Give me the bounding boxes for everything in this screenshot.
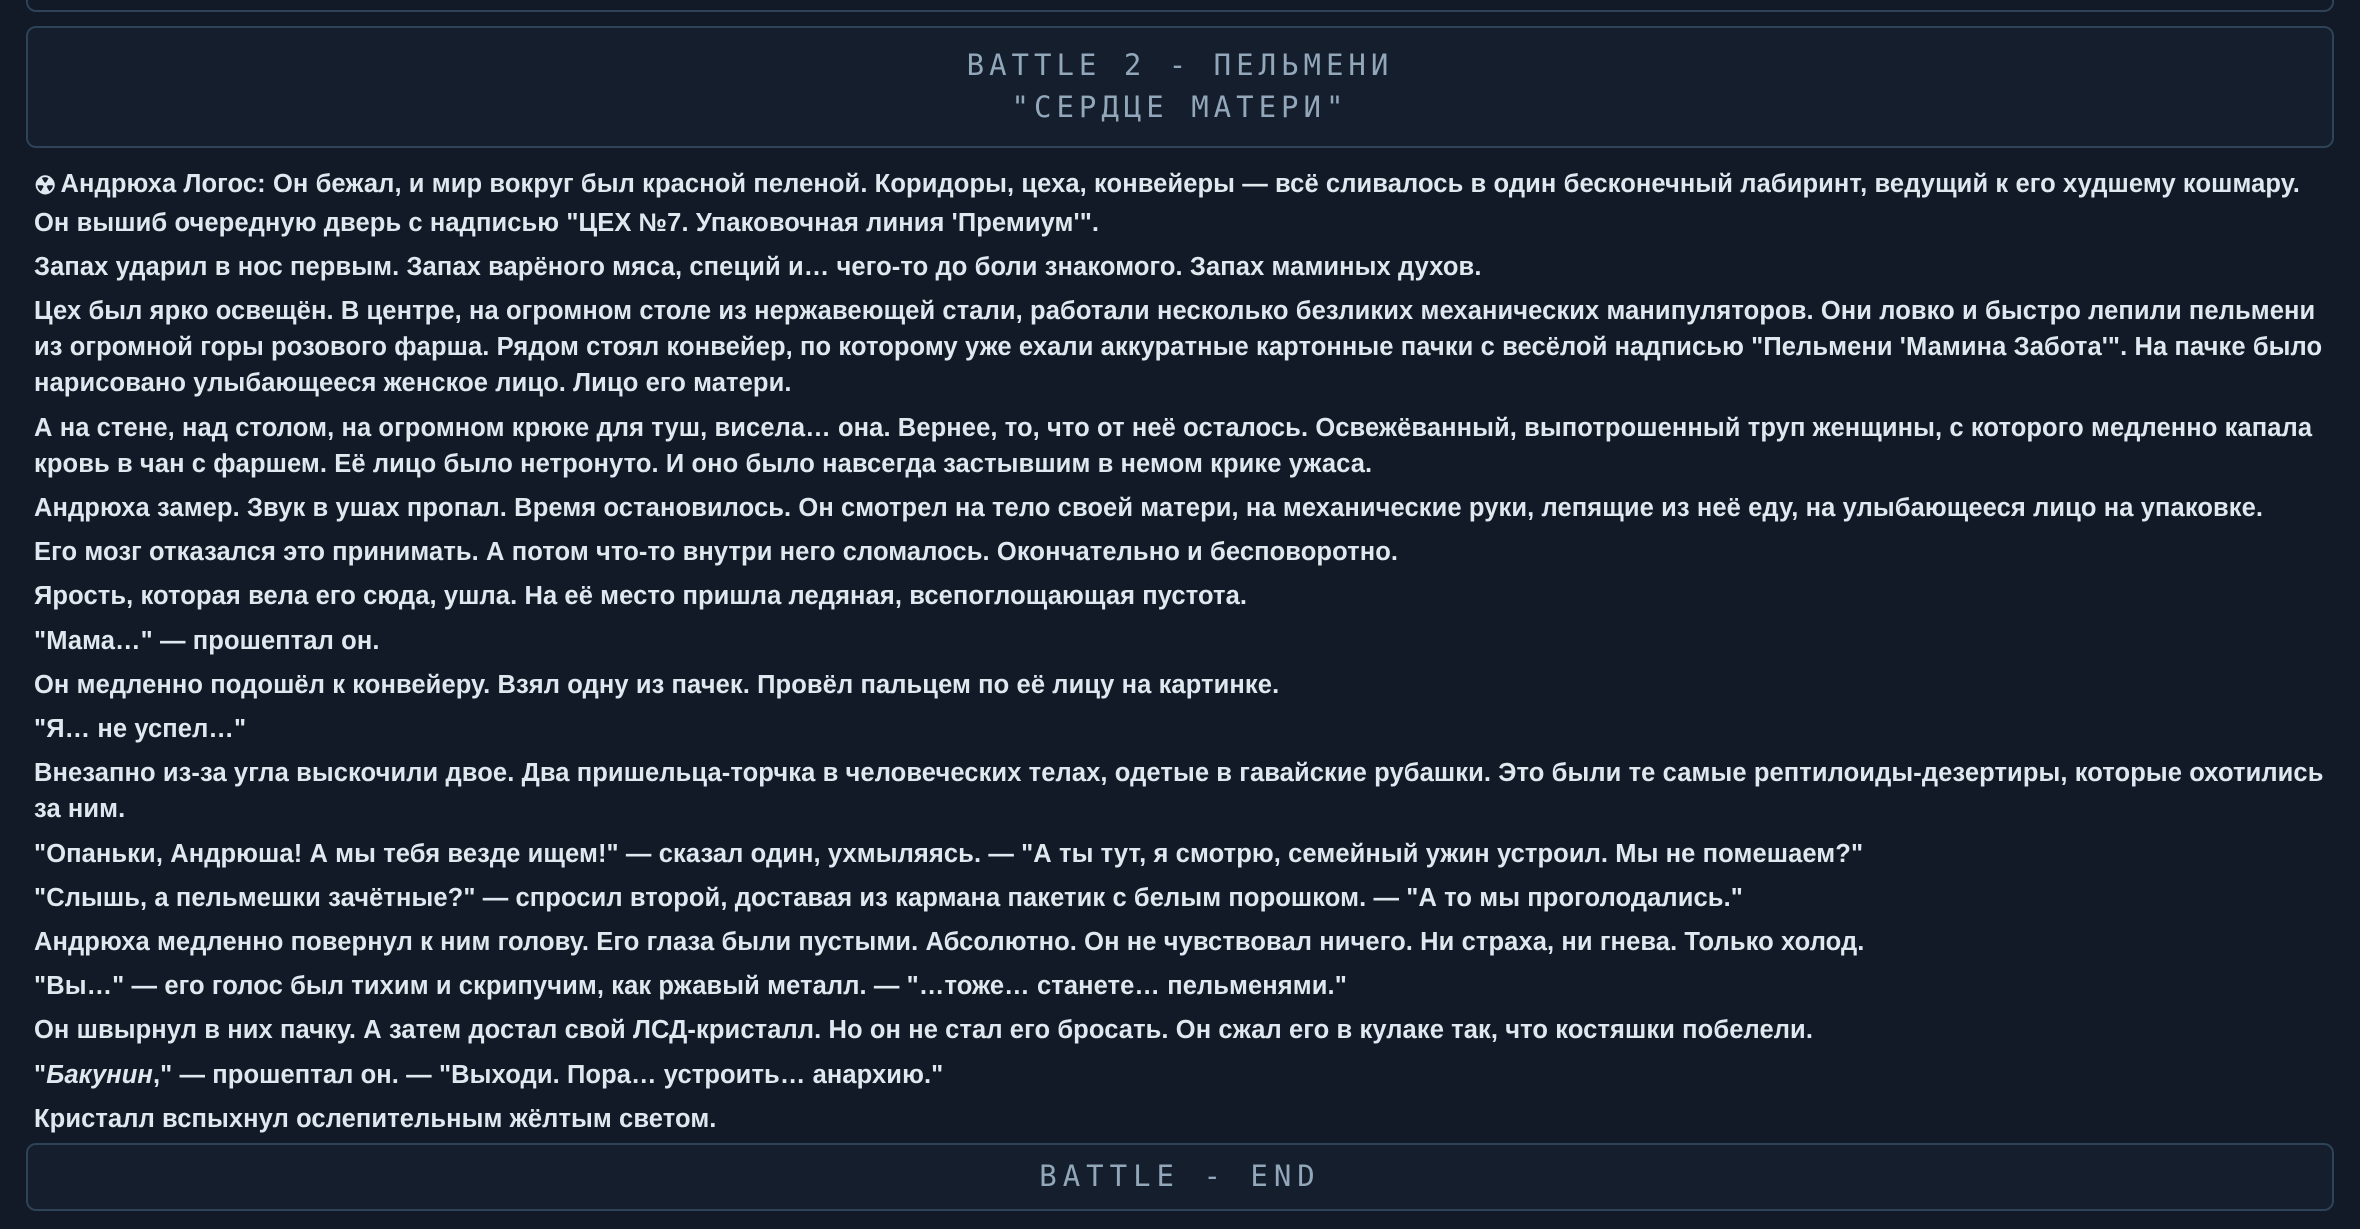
story-paragraph: Андрюха замер. Звук в ушах пропал. Время остановилось. Он смотрел на тело своей матери, на механические руки, лепящие из неё еду, на улыбающееся лицо на упаковке.: [34, 494, 2264, 523]
story-paragraph: Кристалл вспыхнул ослепительным жёлтым светом.: [34, 1104, 717, 1133]
italic-name: Бакунин: [46, 1060, 153, 1089]
story-paragraph: Цех был ярко освещён. В центре, на огромном столе из нержавеющей стали, работали несколько безликих механических манипуляторов. Они ловко и быстро лепили пельмени из огромной горы розового фарша. Рядом стоял конвейер, по которому уже ехали аккуратные картонные пачки с весёлой надписью "Пельмени 'Мамина Забота'". На пачке было нарисовано улыбающееся женское лицо. Лицо его матери.: [34, 297, 2323, 398]
speaker-name: Андрюха Логос:: [60, 170, 266, 199]
story-paragraph: Он медленно подошёл к конвейеру. Взял одну из пачек. Провёл пальцем по её лицу на картинке.: [34, 670, 1280, 699]
story-paragraph: Ярость, которая вела его сюда, ушла. На её место пришла ледяная, всепоглощающая пустота.: [34, 582, 1248, 611]
battle-banner-line-1: BATTLE 2 - ПЕЛЬМЕНИ: [966, 48, 1394, 82]
story-paragraph: А на стене, над столом, на огромном крюке для туш, висела… она. Вернее, то, что от неё осталось. Освежёванный, выпотрошенный труп женщины, с которого медленно капала кровь в чан с фаршем. Её лицо было нетронуто. И оно было навсегда застывшим в немом крике ужаса.: [34, 413, 2313, 478]
story-paragraph: "Мама…" — прошептал он.: [34, 626, 380, 655]
story-paragraph-text: Он бежал, и мир вокруг был красной пеленой. Коридоры, цеха, конвейеры — всё сливалось в один бесконечный лабиринт, ведущий к его худшему кошмару. Он вышиб очередную дверь с надписью "ЦЕХ №7. Упаковочная линия 'Премиум'".: [34, 170, 2300, 237]
battle-banner-line-2: "СЕРДЦЕ МАТЕРИ": [1011, 90, 1349, 125]
story-paragraph: "Вы…" — его голос был тихим и скрипучим, как ржавый металл. — "…тоже… станете… пельменями.": [34, 972, 1347, 1001]
story-paragraph: Его мозг отказался это принимать. А потом что-то внутри него сломалось. Окончательно и бесповоротно.: [34, 538, 1399, 567]
story-paragraph: "Слышь, а пельмешки зачётные?" — спросил второй, доставая из кармана пакетик с белым порошком. — "А то мы проголодались.": [34, 883, 1743, 912]
story-paragraph-bakunin-rest: ," — прошептал он. — "Выходи. Пора… устроить… анархию.": [152, 1060, 944, 1089]
story-paragraph: "Опаньки, Андрюша! А мы тебя везде ищем!" — сказал один, ухмыляясь. — "А ты тут, я смотрю, семейный ужин устроил. Мы не помешаем?": [34, 839, 1864, 868]
story-content: [26, 148, 2334, 1143]
story-paragraph: "Я… не успел…": [34, 715, 247, 744]
radiation-icon: ☢: [34, 172, 57, 201]
battle-end-banner: BATTLE - END: [26, 1143, 2334, 1211]
story-paragraph-bakunin: "Бакунин," — прошептал он. — "Выходи. Пора… устроить… анархию.": [34, 1060, 944, 1089]
story-paragraph: Внезапно из-за угла выскочили двое. Два пришельца-торчка в человеческих телах, одетые в гавайские рубашки. Это были те самые рептилоиды-дезертиры, которые охотились за ним.: [34, 759, 2324, 824]
battle-banner: [26, 26, 2334, 148]
story-paragraph-first: [34, 166, 2326, 241]
story-paragraph: Запах ударил в нос первым. Запах варёного мяса, специй и… чего-то до боли знакомого. Запах маминых духов.: [34, 252, 1482, 281]
story-paragraph: Андрюха медленно повернул к ним голову. Его глаза были пустыми. Абсолютно. Он не чувствовал ничего. Ни страха, ни гнева. Только холод.: [34, 928, 1865, 957]
story-paragraph: Он швырнул в них пачку. А затем достал свой ЛСД-кристалл. Но он не стал его бросать. Он сжал его в кулаке так, что костяшки побелели.: [34, 1016, 1813, 1045]
top-panel-edge: [26, 0, 2334, 12]
